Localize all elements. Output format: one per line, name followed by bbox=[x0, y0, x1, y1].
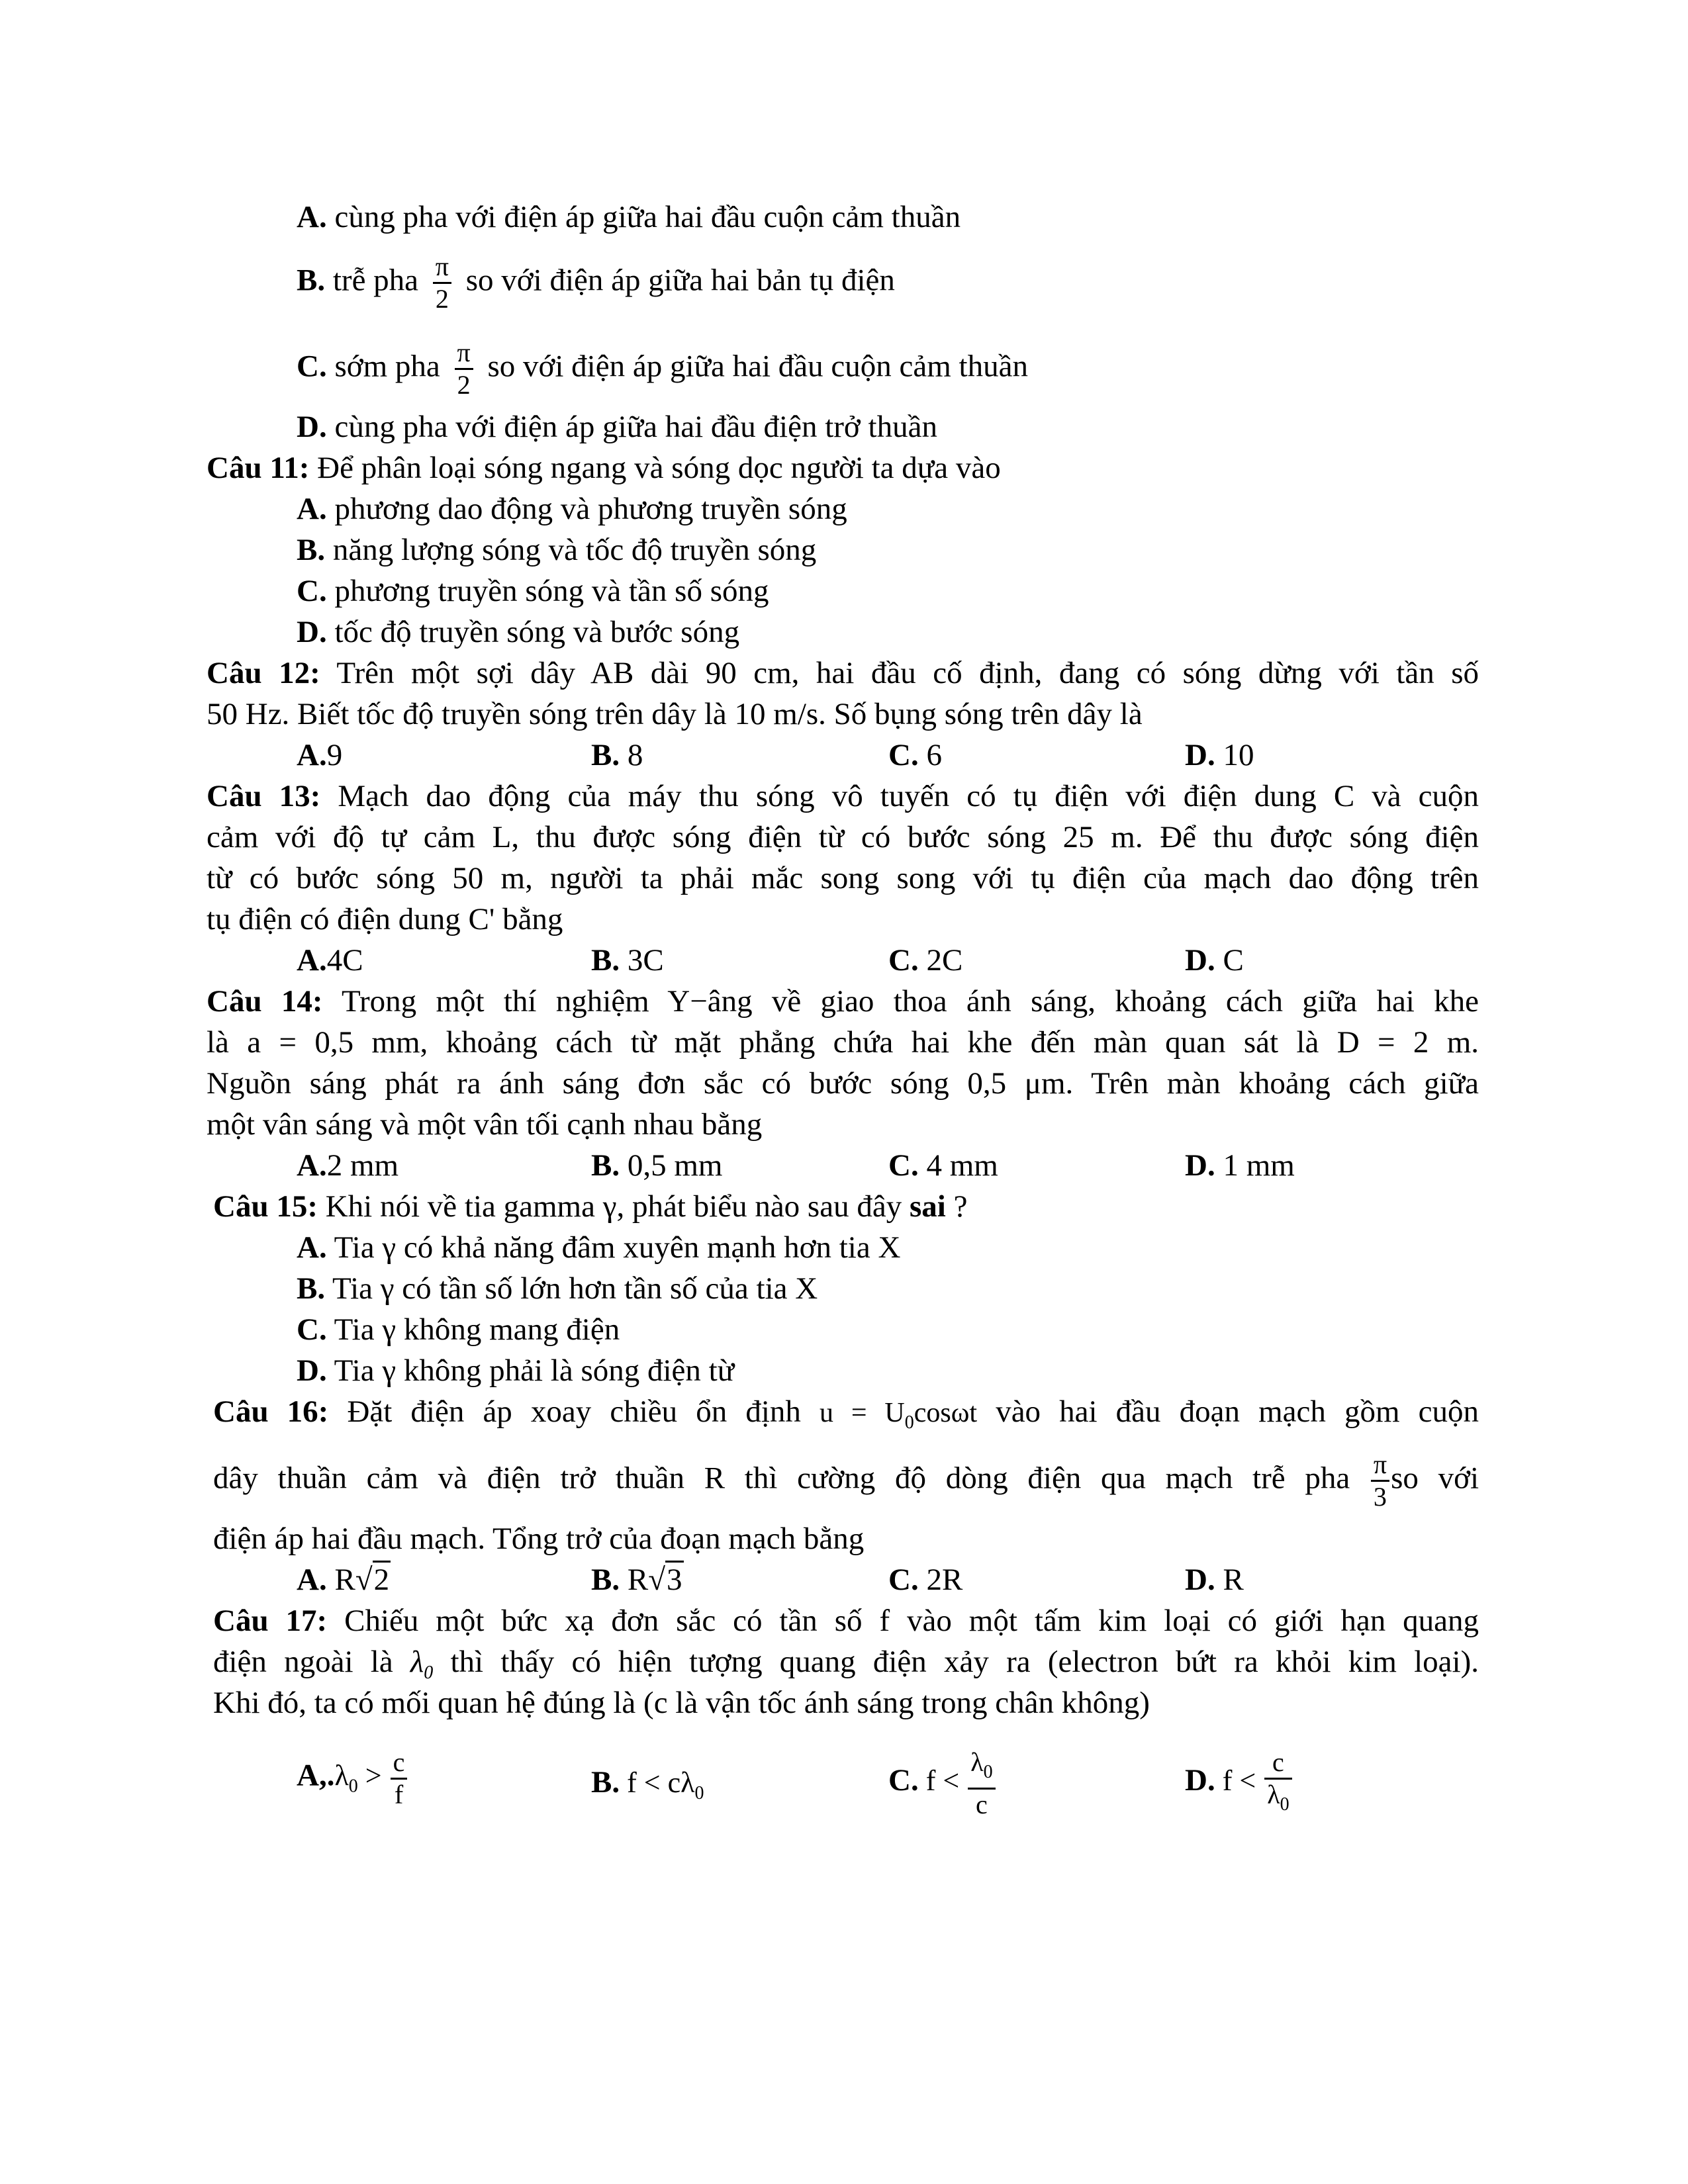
option-text: 2C bbox=[926, 943, 963, 978]
question-keyword: sai bbox=[909, 1189, 946, 1224]
q14-stem-line2 bbox=[207, 1024, 1479, 1061]
option-text: 2R bbox=[926, 1563, 963, 1597]
option-text: tốc độ truyền sóng và bước sóng bbox=[334, 615, 740, 649]
option-text: Tia γ có khả năng đâm xuyên mạnh hơn tia X bbox=[334, 1230, 901, 1265]
q15-option-c bbox=[297, 1311, 620, 1348]
numerator-letter: λ bbox=[970, 1747, 984, 1777]
question-label: Câu 17: bbox=[213, 1604, 328, 1638]
option-label: C. bbox=[888, 943, 919, 978]
voltage-formula bbox=[820, 1398, 978, 1433]
question-text: cảm với độ tự cảm L, thu được sóng điện từ có bước sóng 25 m. Để thu được sóng điện bbox=[207, 820, 1479, 854]
fraction-numerator: π bbox=[1371, 1449, 1389, 1482]
q13-option-b bbox=[591, 942, 664, 979]
question-label: Câu 15: bbox=[213, 1189, 318, 1224]
option-text: Tia γ có tần số lớn hơn tần số của tia X bbox=[332, 1271, 818, 1306]
q17-option-d bbox=[1185, 1747, 1293, 1820]
fraction-denominator: 2 bbox=[457, 370, 471, 400]
option-lhs: λ bbox=[334, 1759, 349, 1792]
option-label: B. bbox=[591, 1563, 620, 1597]
option-label: A,. bbox=[297, 1758, 335, 1793]
q11-option-d bbox=[297, 614, 739, 651]
q15-option-b bbox=[297, 1270, 818, 1307]
question-text: 50 Hz. Biết tốc độ truyền sóng trên dây là 10 m/s. Số bụng sóng trên dây là bbox=[207, 697, 1143, 731]
radicand: 2 bbox=[373, 1561, 391, 1597]
option-operator: > bbox=[365, 1759, 382, 1792]
q13-option-a bbox=[297, 942, 363, 979]
option-label: A. bbox=[297, 200, 327, 234]
question-text: Khi đó, ta có mối quan hệ đúng là (c là vận tốc ánh sáng trong chân không) bbox=[213, 1686, 1150, 1720]
fraction-numerator bbox=[968, 1747, 995, 1790]
option-label: B. bbox=[591, 943, 620, 978]
q14-stem-line3 bbox=[207, 1065, 1479, 1102]
option-label: B. bbox=[591, 1765, 620, 1799]
question-text: Đặt điện áp xoay chiều ổn định bbox=[347, 1394, 801, 1429]
option-label: C. bbox=[888, 738, 919, 772]
fraction-denominator: c bbox=[976, 1790, 988, 1819]
option-text: cùng pha với điện áp giữa hai đầu cuộn cảm thuần bbox=[334, 200, 961, 234]
fraction-denominator: f bbox=[394, 1780, 404, 1809]
option-label: A. bbox=[297, 1230, 327, 1265]
option-label: C. bbox=[888, 1763, 919, 1798]
question-text: vào hai đầu đoạn mạch gồm cuộn bbox=[996, 1394, 1479, 1429]
q17-stem-line1 bbox=[213, 1602, 1479, 1639]
q13-option-c bbox=[888, 942, 962, 979]
fraction bbox=[455, 338, 473, 400]
option-label: A. bbox=[297, 1148, 327, 1183]
option-rhs: cλ bbox=[667, 1766, 695, 1799]
q17-option-b bbox=[591, 1764, 704, 1812]
q17-stem-line3 bbox=[213, 1684, 1150, 1721]
q13-stem-line1 bbox=[207, 778, 1479, 815]
option-formula: R bbox=[627, 1563, 649, 1597]
q12-option-c bbox=[888, 737, 942, 774]
formula-subscript: 0 bbox=[904, 1412, 914, 1433]
question-text: Chiếu một bức xạ đơn sắc có tần số f vào một tấm kim loại có giới hạn quang bbox=[344, 1604, 1479, 1638]
option-text: Tia γ không mang điện bbox=[334, 1312, 620, 1347]
option-text: 6 bbox=[926, 738, 942, 772]
option-lhs: f bbox=[1222, 1764, 1233, 1797]
question-label: Câu 14: bbox=[207, 984, 323, 1019]
option-text: so với điện áp giữa hai đầu cuộn cảm thuần bbox=[487, 349, 1028, 384]
option-label: A. bbox=[297, 943, 327, 978]
question-mark: ? bbox=[953, 1189, 968, 1224]
lambda-letter: λ bbox=[410, 1645, 424, 1679]
option-label: C. bbox=[297, 574, 327, 608]
option-label: D. bbox=[1185, 1763, 1215, 1798]
fraction-denominator: 3 bbox=[1373, 1482, 1387, 1512]
option-text: Tia γ không phải là sóng điện từ bbox=[334, 1353, 735, 1388]
option-label: D. bbox=[297, 410, 327, 444]
question-label: Câu 13: bbox=[207, 779, 321, 813]
q13-stem-line4 bbox=[207, 901, 563, 938]
q13-stem-line2 bbox=[207, 819, 1479, 856]
formula-part: cosωt bbox=[914, 1398, 978, 1428]
fraction bbox=[1371, 1449, 1389, 1512]
q13-stem-line3 bbox=[207, 860, 1479, 897]
option-text: phương truyền sóng và tần số sóng bbox=[334, 574, 769, 608]
question-text: một vân sáng và một vân tối cạnh nhau bằng bbox=[207, 1107, 763, 1142]
q10-option-b bbox=[297, 251, 895, 314]
q11-option-c bbox=[297, 572, 769, 610]
question-text: điện ngoài là bbox=[213, 1645, 393, 1679]
q12-stem-line1 bbox=[207, 655, 1479, 692]
question-text: dây thuần cảm và điện trở thuần R thì cường độ dòng điện qua mạch trễ pha bbox=[213, 1461, 1350, 1496]
q11-option-b bbox=[297, 531, 816, 569]
option-text: 1 mm bbox=[1223, 1148, 1295, 1183]
q12-option-b bbox=[591, 737, 643, 774]
question-label: Câu 12: bbox=[207, 656, 320, 690]
option-label: D. bbox=[1185, 943, 1215, 978]
question-text: là a = 0,5 mm, khoảng cách từ mặt phẳng chứa hai khe đến màn quan sát là D = 2 m. bbox=[207, 1025, 1479, 1060]
option-label: A. bbox=[297, 1563, 327, 1597]
q16-stem-line2 bbox=[213, 1449, 1479, 1512]
question-text: điện áp hai đầu mạch. Tổng trở của đoạn mạch bằng bbox=[213, 1522, 865, 1556]
lambda-symbol bbox=[410, 1645, 434, 1683]
option-label: D. bbox=[1185, 1563, 1215, 1597]
option-label: D. bbox=[297, 615, 327, 649]
option-label: A. bbox=[297, 492, 327, 526]
q16-option-d bbox=[1185, 1561, 1244, 1598]
option-rhs-subscript: 0 bbox=[694, 1783, 704, 1803]
question-text: Nguồn sáng phát ra ánh sáng đơn sắc có bước sóng 0,5 μm. Trên màn khoảng cách giữa bbox=[207, 1066, 1479, 1101]
q17-option-c bbox=[888, 1747, 997, 1820]
fraction-numerator: π bbox=[455, 338, 473, 370]
option-text: 4C bbox=[326, 943, 363, 978]
fraction bbox=[968, 1747, 995, 1820]
numerator-subscript: 0 bbox=[983, 1762, 993, 1782]
q14-stem-line4 bbox=[207, 1106, 762, 1143]
q10-option-d bbox=[297, 408, 937, 445]
option-text: trễ pha bbox=[332, 263, 419, 298]
fraction bbox=[391, 1747, 408, 1810]
option-lhs-subscript: 0 bbox=[348, 1776, 358, 1797]
sqrt-symbol: √3 bbox=[648, 1561, 683, 1598]
q15-option-a bbox=[297, 1229, 900, 1266]
option-text: cùng pha với điện áp giữa hai đầu điện trở thuần bbox=[334, 410, 937, 444]
option-text: 8 bbox=[627, 738, 643, 772]
q16-stem-line3 bbox=[213, 1520, 864, 1557]
option-text: so với điện áp giữa hai bản tụ điện bbox=[465, 263, 895, 298]
question-text: Mạch dao động của máy thu sóng vô tuyến có tụ điện với điện dung C và cuộn bbox=[338, 779, 1479, 813]
radicand: 3 bbox=[665, 1561, 684, 1597]
q13-option-d bbox=[1185, 942, 1244, 979]
question-label: Câu 16: bbox=[213, 1394, 329, 1429]
option-label: B. bbox=[591, 1148, 620, 1183]
q16-stem-line1 bbox=[213, 1393, 1479, 1441]
q12-option-d bbox=[1185, 737, 1254, 774]
q15-option-d bbox=[297, 1352, 734, 1389]
q14-option-d bbox=[1185, 1147, 1295, 1184]
question-text: từ có bước sóng 50 m, người ta phải mắc song song với tụ điện của mạch dao động trên bbox=[207, 861, 1479, 895]
q10-option-a bbox=[297, 199, 961, 236]
q16-option-a bbox=[297, 1561, 391, 1598]
q14-option-a bbox=[297, 1147, 399, 1184]
fraction bbox=[1264, 1747, 1291, 1820]
option-text: 2 mm bbox=[326, 1148, 399, 1183]
q14-option-c bbox=[888, 1147, 998, 1184]
denominator-letter: λ bbox=[1267, 1780, 1280, 1809]
option-operator: < bbox=[643, 1766, 661, 1799]
option-label: A. bbox=[297, 738, 327, 772]
sqrt-symbol: √2 bbox=[355, 1561, 391, 1598]
option-text: 4 mm bbox=[926, 1148, 998, 1183]
question-text: Trong một thí nghiệm Y−âng về giao thoa ánh sáng, khoảng cách giữa hai khe bbox=[341, 984, 1479, 1019]
option-operator: < bbox=[943, 1764, 960, 1797]
option-text: phương dao động và phương truyền sóng bbox=[334, 492, 847, 526]
option-label: B. bbox=[591, 738, 620, 772]
q12-option-a bbox=[297, 737, 342, 774]
option-text: R bbox=[1223, 1563, 1244, 1597]
q17-option-a bbox=[297, 1747, 408, 1810]
option-label: D. bbox=[1185, 738, 1215, 772]
q10-option-c bbox=[297, 338, 1028, 400]
q11-stem bbox=[207, 449, 1001, 486]
option-label: C. bbox=[297, 349, 327, 384]
q12-stem-line2 bbox=[207, 696, 1143, 733]
option-label: B. bbox=[297, 1271, 326, 1306]
question-label: Câu 11: bbox=[207, 451, 310, 485]
lambda-subscript: 0 bbox=[424, 1662, 434, 1683]
option-label: C. bbox=[888, 1148, 919, 1183]
option-operator: < bbox=[1239, 1764, 1256, 1797]
question-text: so với bbox=[1391, 1461, 1479, 1496]
option-text: C bbox=[1223, 943, 1244, 978]
q16-option-c bbox=[888, 1561, 962, 1598]
option-lhs: f bbox=[925, 1764, 936, 1797]
question-text: Trên một sợi dây AB dài 90 cm, hai đầu cố định, đang có sóng dừng với tần số bbox=[336, 656, 1479, 690]
option-label: C. bbox=[297, 1312, 327, 1347]
q11-option-a bbox=[297, 490, 847, 527]
formula-part: u = U bbox=[820, 1398, 905, 1428]
option-text: 10 bbox=[1223, 738, 1254, 772]
fraction-denominator: 2 bbox=[435, 284, 449, 314]
q14-option-b bbox=[591, 1147, 722, 1184]
question-text: tụ điện có điện dung C' bằng bbox=[207, 902, 563, 936]
question-text: thì thấy có hiện tượng quang điện xảy ra (electron bứt ra khỏi kim loại). bbox=[450, 1645, 1479, 1679]
q14-stem-line1 bbox=[207, 983, 1479, 1020]
fraction-numerator: c bbox=[1264, 1747, 1291, 1780]
q15-stem bbox=[213, 1188, 967, 1225]
option-text: 9 bbox=[326, 738, 343, 772]
fraction-numerator: π bbox=[433, 251, 451, 284]
question-text: Để phân loại sóng ngang và sóng dọc người ta dựa vào bbox=[317, 451, 1001, 485]
option-lhs: f bbox=[627, 1766, 637, 1799]
q16-option-b bbox=[591, 1561, 684, 1598]
fraction-numerator: c bbox=[391, 1747, 408, 1780]
option-text: 3C bbox=[627, 943, 664, 978]
fraction bbox=[433, 251, 451, 314]
option-label: B. bbox=[297, 533, 326, 567]
option-formula: R bbox=[334, 1563, 355, 1597]
option-label: C. bbox=[888, 1563, 919, 1597]
option-text: 0,5 mm bbox=[627, 1148, 723, 1183]
option-text: sớm pha bbox=[334, 349, 440, 384]
option-text: năng lượng sóng và tốc độ truyền sóng bbox=[332, 533, 817, 567]
fraction-denominator bbox=[1264, 1780, 1291, 1820]
question-text: Khi nói về tia gamma γ, phát biểu nào sau đây bbox=[325, 1189, 902, 1224]
option-label: B. bbox=[297, 263, 326, 298]
option-label: D. bbox=[297, 1353, 327, 1388]
option-label: D. bbox=[1185, 1148, 1215, 1183]
denominator-subscript: 0 bbox=[1280, 1794, 1289, 1815]
